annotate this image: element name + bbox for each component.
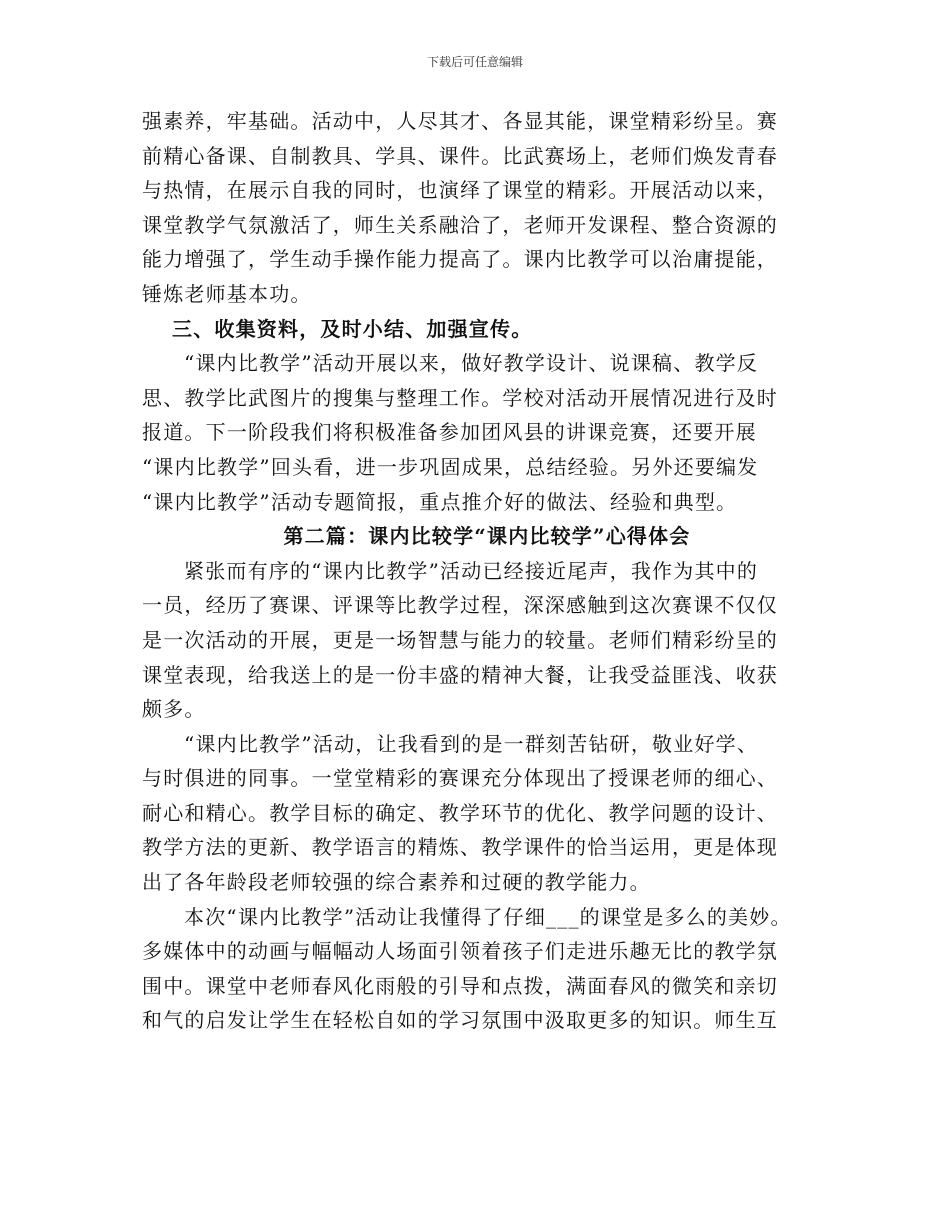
section-heading: 第二篇：课内比较学“课内比较学”心得体会 <box>283 524 691 549</box>
text-line: 一员，经历了赛课、评课等比教学过程，深深感触到这次赛课不仅仅 <box>142 593 778 618</box>
text-line: 是一次活动的开展，更是一场智慧与能力的较量。老师们精彩纷呈的 <box>142 627 778 652</box>
text-line: 锤炼老师基本功。 <box>142 281 312 306</box>
text-line: 多媒体中的动画与幅幅动人场面引领着孩子们走进乐趣无比的教学氛 <box>142 939 778 964</box>
text-line: 耐心和精心。教学目标的确定、教学环节的优化、教学问题的设计、 <box>142 800 778 825</box>
text-line: 本次“课内比教学”活动让我懂得了仔细___的课堂是多么的美妙。 <box>184 904 792 929</box>
text-line: 前精心备课、自制教具、学具、课件。比武赛场上，老师们焕发青春 <box>142 143 778 168</box>
text-line: 思、教学比武图片的搜集与整理工作。学校对活动开展情况进行及时 <box>142 385 778 410</box>
text-line: 能力增强了，学生动手操作能力提高了。课内比教学可以治庸提能， <box>142 247 778 272</box>
text-line: 课堂表现，给我送上的是一份丰盛的精神大餐，让我受益匪浅、收获 <box>142 662 778 687</box>
text-line: 强素养，牢基础。活动中，人尽其才、各显其能，课堂精彩纷呈。赛 <box>142 109 778 133</box>
text-line: 围中。课堂中老师春风化雨般的引导和点拨，满面春风的微笑和亲切 <box>142 973 778 998</box>
text-line: “课内比教学”回头看，进一步巩固成果，总结经验。另外还要编发 <box>142 454 759 479</box>
text-line: 报道。下一阶段我们将积极准备参加团风县的讲课竞赛，还要开展 <box>142 420 757 445</box>
text-line: 和气的启发让学生在轻松自如的学习氛围中汲取更多的知识。师生互 <box>142 1008 778 1033</box>
text-line: 出了各年龄段老师较强的综合素养和过硬的教学能力。 <box>142 870 651 895</box>
text-line: 与热情，在展示自我的同时，也演绎了课堂的精彩。开展活动以来， <box>142 178 778 203</box>
text-line: 颇多。 <box>142 697 206 722</box>
text-line: 与时俱进的同事。一堂堂精彩的赛课充分体现出了授课老师的细心、 <box>142 766 778 791</box>
text-line: “课内比教学”活动专题简报，重点推介好的做法、经验和典型。 <box>142 489 738 514</box>
text-line: “课内比教学”活动开展以来，做好教学设计、说课稿、教学反 <box>184 351 759 376</box>
text-line: “课内比教学”活动，让我看到的是一群刻苦钻研，敬业好学、 <box>184 731 759 756</box>
text-line: 课堂教学气氛激活了，师生关系融洽了，老师开发课程、整合资源的 <box>142 212 778 237</box>
text-line: 紧张而有序的“课内比教学”活动已经接近尾声，我作为其中的 <box>184 558 759 583</box>
section-heading: 三、收集资料，及时小结、加强宣传。 <box>172 316 533 341</box>
text-line: 教学方法的更新、教学语言的精炼、教学课件的恰当运用，更是体现 <box>142 835 778 860</box>
page-header: 下载后可任意编辑 <box>426 55 523 69</box>
document-body <box>142 104 832 1038</box>
